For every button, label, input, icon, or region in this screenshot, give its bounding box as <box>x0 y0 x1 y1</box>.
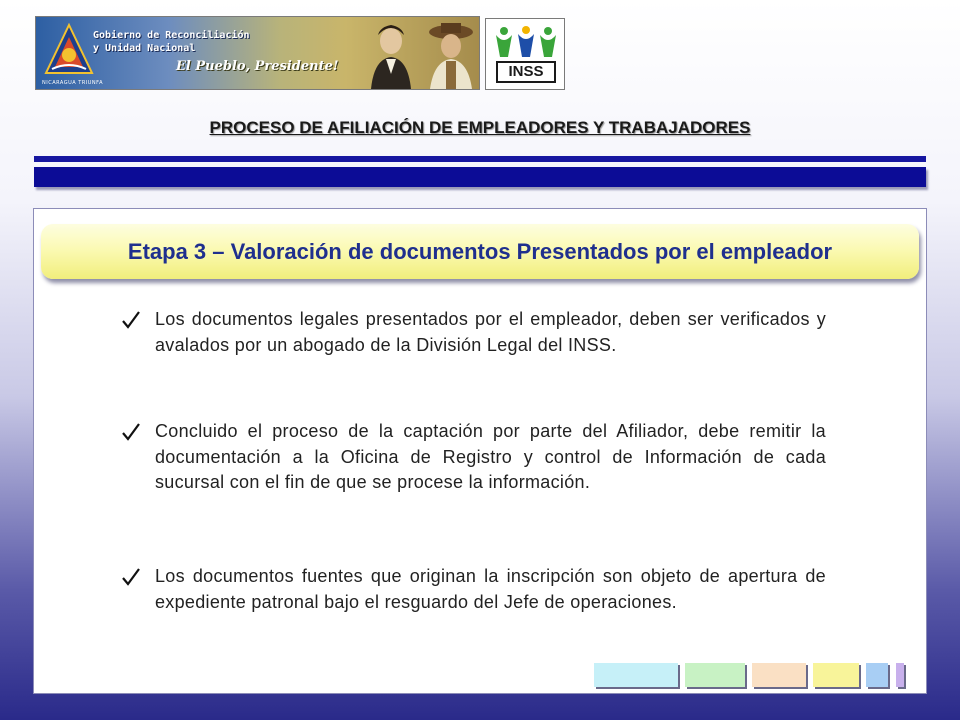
portrait-image <box>366 19 416 89</box>
bullet-item <box>121 564 826 615</box>
inss-logo-label: INSS <box>496 61 556 83</box>
footer-color-block <box>752 663 806 687</box>
bullet-text: Concluido el proceso de la captación por parte del Afiliador, debe remitir la documentación a la Oficina de Registro y control de Información de cada sucursal con el fin de que se procese la información. <box>155 421 826 492</box>
footer-color-block <box>813 663 859 687</box>
inss-logo <box>485 18 565 90</box>
bullet-text: Los documentos fuentes que originan la inscripción son objeto de apertura de expediente patronal bajo el resguardo del Jefe de operaciones. <box>155 566 826 612</box>
bullet-text: Los documentos legales presentados por el empleador, deben ser verificados y avalados por un abogado de la División Legal del INSS. <box>155 309 826 355</box>
checkmark-icon <box>121 564 141 588</box>
divider-thin <box>34 156 926 162</box>
government-banner-logo <box>35 16 480 90</box>
stage-title: Etapa 3 – Valoración de documentos Presentados por el empleador <box>127 239 833 264</box>
nicaragua-emblem-icon <box>44 23 94 83</box>
portrait-image <box>424 19 478 89</box>
government-slogan: El Pueblo, Presidente! <box>176 59 339 74</box>
government-name <box>93 29 250 55</box>
page-title: PROCESO DE AFILIACIÓN DE EMPLEADORES Y TRABAJADORES <box>209 118 751 137</box>
footer-color-block <box>685 663 745 687</box>
bullet-item <box>121 307 826 358</box>
checkmark-icon <box>121 419 141 443</box>
bullet-item <box>121 419 826 496</box>
people-figures-icon <box>494 25 558 59</box>
government-name-line-2: y Unidad Nacional <box>93 43 196 54</box>
divider-thick <box>34 167 926 187</box>
footer-color-block <box>594 663 678 687</box>
footer-color-block <box>866 663 888 687</box>
checkmark-icon <box>121 307 141 331</box>
footer-color-block <box>896 663 904 687</box>
emblem-tag: NICARAGUA TRIUNFA <box>42 80 104 86</box>
stage-banner <box>41 224 919 279</box>
government-name-line-1: Gobierno de Reconciliación <box>93 30 250 41</box>
